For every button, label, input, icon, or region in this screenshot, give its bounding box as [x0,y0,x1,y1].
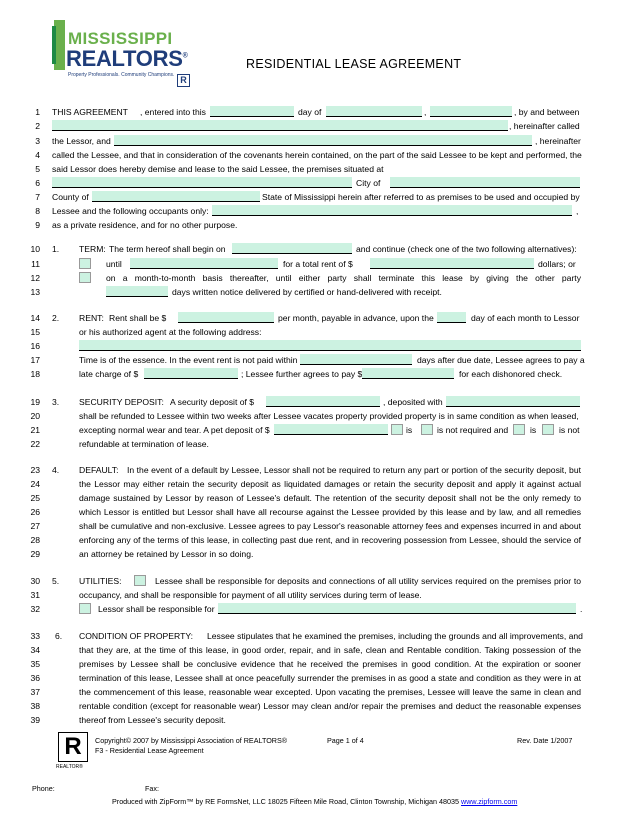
pet-deposit-required-checkbox[interactable] [391,424,403,435]
pet-deposit-not-required-checkbox[interactable] [421,424,433,435]
lessor-utilities-checkbox[interactable] [79,603,91,614]
section-number: 3. [52,397,60,407]
text: the Lessor, and [52,136,111,146]
text: is not [559,425,580,435]
line-number: 4 [35,150,40,160]
text: A security deposit of $ [170,397,255,407]
text: , by and between [514,107,580,117]
line-number: 2 [35,121,40,131]
line-37 [0,686,640,699]
text: said Lessor does hereby demise and lease to the said Lessee, the premises situated at [52,164,384,174]
line-24 [0,478,640,491]
text: premises by Lessee shall be conclusive evidence that he received the premises in good condition. At the expiration or sooner [79,659,581,669]
line-4 [0,149,640,162]
text: per month, payable in advance, upon the [278,313,434,323]
security-deposit-amount-field[interactable] [266,396,380,407]
section-number: 4. [52,465,60,475]
form-name: F3 - Residential Lease Agreement [95,746,204,755]
text: rentable condition (except for reasonable wear) Lessor may clean and/or repair the premises and deduct the reasonable expenses [79,701,581,711]
text: , deposited with [383,397,443,407]
logo-door-edge [52,26,56,64]
section-number: 5. [52,576,60,586]
fax-label: Fax: [145,784,159,793]
line-number: 12 [30,273,40,283]
line-number: 35 [30,659,40,669]
line-number: 39 [30,715,40,725]
line-36 [0,672,640,685]
line-number: 28 [30,535,40,545]
text: termination of this lease, Lessee shall at once peacefully surrender the premises in as good a state and condition as they were in at [79,673,581,683]
line-17 [0,354,640,367]
line-number: 17 [30,355,40,365]
text: Time is of the essence. In the event rent is not paid within [79,355,298,365]
line-number: 19 [30,397,40,407]
produced-by [112,797,517,806]
line-number: 18 [30,369,40,379]
line-number: 25 [30,493,40,503]
line-number: 38 [30,701,40,711]
line-34 [0,644,640,657]
text: refundable at termination of lease. [79,439,209,449]
line-39 [0,714,640,727]
line-10 [0,243,640,256]
zipform-link[interactable]: www.zipform.com [461,797,518,806]
line-number: 23 [30,465,40,475]
text: shall be cumulative and non-exclusive. Lessee agrees to pay Lessor's reasonable attorney fees and expenses incurred in and about [79,521,581,531]
line-12 [0,272,640,285]
text: called the Lessee, and that in consideration of the covenants herein contained, on the part of the said Lessee to be kept and performed, the [52,150,582,160]
premises-address-field[interactable] [52,177,352,188]
line-number: 22 [30,439,40,449]
line-number: 9 [35,220,40,230]
text: or his authorized agent at the following address: [79,327,262,337]
line-6 [0,177,640,190]
text: and continue (check one of the two following alternatives): [356,244,577,254]
text: dollars; or [538,259,576,269]
realtor-logo-caption: REALTOR® [56,764,83,770]
text: Lessor shall be responsible for [98,604,215,614]
text: days after due date, Lessee agrees to pay a [417,355,585,365]
text: day of each month to Lessor [471,313,580,323]
agreement-day-field[interactable] [210,106,294,117]
line-32 [0,603,640,616]
line-2 [0,120,640,133]
text: , [576,206,579,216]
text: State of Mississippi herein after referred to as premises to be used and occupied by [262,192,580,202]
text: occupancy, and shall be responsible for payment of all utility services during term of lease. [79,590,422,600]
text: the Lessor may either retain the security deposit as liquidated damages or retain the security deposit and apply it against actual [79,479,581,489]
term-until-date-field[interactable] [130,258,278,269]
text: City of [356,178,381,188]
city-field[interactable] [390,177,580,188]
refundable-checkbox[interactable] [513,424,525,435]
text: The term hereof shall begin on [109,244,226,254]
default-heading: DEFAULT: [79,465,119,475]
line-31 [0,589,640,602]
line-5 [0,163,640,176]
late-charge-field[interactable] [144,368,238,379]
line-20 [0,410,640,423]
text: which Lessor is entitled but Lessor shall have all recourse against the Lessee provided by this lease and by law, and all remedies [79,507,581,517]
line-28 [0,534,640,547]
line-number: 16 [30,341,40,351]
text: thereof from Lessee's security deposit. [79,715,226,725]
revision-date: Rev. Date 1/2007 [517,736,573,745]
text: Lessee shall be responsible for deposits and connections of all utility services required on the premises prior to [155,576,581,586]
line-number: 37 [30,687,40,697]
text: the commencement of this lease, reasonable wear excepted. Upon vacating the premises, Lessee will leave the same in clean and [79,687,581,697]
line-number: 34 [30,645,40,655]
lessee-utilities-checkbox[interactable] [134,575,146,586]
logo-line2 [66,46,187,72]
notice-days-field[interactable] [106,286,168,297]
text: . [580,604,583,614]
text: an attorney be retained by Lessor in so doing. [79,549,254,559]
text: damage sustained by Lessor by reason of Lessee's default. The retention of the security deposit shall not be the only remedy to [79,493,581,503]
agreement-year-field[interactable] [430,106,512,117]
text: day of [298,107,322,117]
text: for each dishonored check. [459,369,563,379]
line-number: 3 [35,136,40,146]
line-number: 31 [30,590,40,600]
line-23 [0,464,640,477]
line-number: 33 [30,631,40,641]
line-29 [0,548,640,561]
text: enforcing any of the terms of this lease, in collecting past due rent, and in recovering possession from Lessee, should the service of [79,535,581,545]
line-number: 15 [30,327,40,337]
line-38 [0,700,640,713]
line-16 [0,340,640,353]
late-days-field[interactable] [300,354,412,365]
line-21 [0,424,640,437]
text: In the event of a default by Lessee, Lessor shall not be required to return any part or portion of the security deposit, but [127,465,581,475]
line-19 [0,396,640,409]
text: , [424,107,427,117]
text: late charge of $ [79,369,139,379]
text: County of [52,192,89,202]
text: is not required and [437,425,509,435]
line-number: 21 [30,425,40,435]
agreement-month-field[interactable] [326,106,422,117]
line-30 [0,575,640,588]
line-number: 11 [31,259,40,269]
logo-realtors: REALTORS [66,46,183,71]
line-22 [0,438,640,451]
lessee-name-field[interactable] [114,135,532,146]
line-14 [0,312,640,325]
security-deposit-heading: SECURITY DEPOSIT: [79,397,164,407]
section-number: 1. [52,244,60,254]
monthly-rent-field[interactable] [178,312,274,323]
rent-due-day-field[interactable] [437,312,466,323]
line-number: 13 [30,287,40,297]
condition-heading: CONDITION OF PROPERTY: [79,631,193,641]
line-8 [0,205,640,218]
logo-line1: MISSISSIPPI [68,29,173,48]
realtor-logo-icon: R [58,732,88,762]
document-title: RESIDENTIAL LEASE AGREEMENT [246,57,462,71]
text: Rent shall be $ [109,313,167,323]
county-field[interactable] [92,191,260,202]
lessor-utilities-field[interactable] [218,603,576,614]
text: is [530,425,537,435]
total-rent-field[interactable] [370,258,534,269]
line-number: 26 [30,507,40,517]
produced-text: Produced with ZipForm™ by RE FormsNet, LLC 18025 Fifteen Mile Road, Clinton Township, Michigan 48035 [112,797,460,806]
lessor-name-field[interactable] [52,120,508,131]
agreement-label: THIS AGREEMENT [52,107,128,117]
text: , hereinafter [535,136,581,146]
line-number: 20 [30,411,40,421]
line-number: 27 [30,521,40,531]
line-1 [0,106,640,119]
term-heading: TERM: [79,244,106,254]
line-number: 8 [35,206,40,216]
pet-deposit-field[interactable] [274,424,388,435]
line-15 [0,326,640,339]
line-number: 24 [30,479,40,489]
utilities-heading: UTILITIES: [79,576,122,586]
copyright: Copyright© 2007 by Mississippi Association of REALTORS® [95,736,288,745]
text: is [406,425,413,435]
line-number: 14 [30,313,40,323]
mississippi-realtors-logo [52,20,197,90]
text: , entered into this [140,107,206,117]
line-7 [0,191,640,204]
term-begin-field[interactable] [232,243,352,254]
line-number: 30 [30,576,40,586]
line-number: 29 [30,549,40,559]
line-number: 7 [35,192,40,202]
line-number: 1 [35,107,40,117]
line-number: 10 [30,244,40,254]
line-13 [0,286,640,299]
text: days written notice delivered by certified or hand-delivered with receipt. [172,287,442,297]
rent-address-field[interactable] [79,340,581,351]
line-number: 5 [35,164,40,174]
text: excepting normal wear and tear. A pet deposit of $ [79,425,270,435]
realtor-r-icon: R [177,74,190,87]
text: for a total rent of $ [283,259,353,269]
occupants-field[interactable] [212,205,572,216]
line-9 [0,219,640,232]
line-11 [0,258,640,271]
line-27 [0,520,640,533]
not-refundable-checkbox[interactable] [542,424,554,435]
text: ; Lessee further agrees to pay $ [241,369,363,379]
line-35 [0,658,640,671]
logo-tagline: Property Professionals. Community Champions. [68,72,175,78]
line-3 [0,135,640,148]
line-26 [0,506,640,519]
dishonored-check-fee-field[interactable] [362,368,454,379]
text: as a private residence, and for no other purpose. [52,220,238,230]
line-25 [0,492,640,505]
term-until-checkbox[interactable] [79,258,91,269]
text: on a month-to-month basis thereafter, until either party shall terminate this lease by giving the other party [106,273,581,283]
phone-label: Phone: [32,784,55,793]
text: until [106,259,122,269]
text: Lessee and the following occupants only: [52,206,209,216]
logo-reg: ® [182,52,188,60]
deposited-with-field[interactable] [446,396,580,407]
term-month-to-month-checkbox[interactable] [79,272,91,283]
section-number: 2. [52,313,60,323]
text: that they are, at the time of this lease, in good order, repair, and in safe, clean and Rentable condition. Taking possession of the [79,645,581,655]
line-18 [0,368,640,381]
line-number: 6 [35,178,40,188]
text: shall be refunded to Lessee within two weeks after Lessee vacates property provided property is in same condition as when leased, [79,411,579,421]
text: , hereinafter called [509,121,580,131]
page-number: Page 1 of 4 [327,736,364,745]
rent-heading: RENT: [79,313,104,323]
line-33 [0,630,640,643]
text: Lessee stipulates that he examined the premises, including the grounds and all improvements, and [207,631,583,641]
line-number: 32 [30,604,40,614]
section-number: 6. [55,631,63,641]
line-number: 36 [30,673,40,683]
